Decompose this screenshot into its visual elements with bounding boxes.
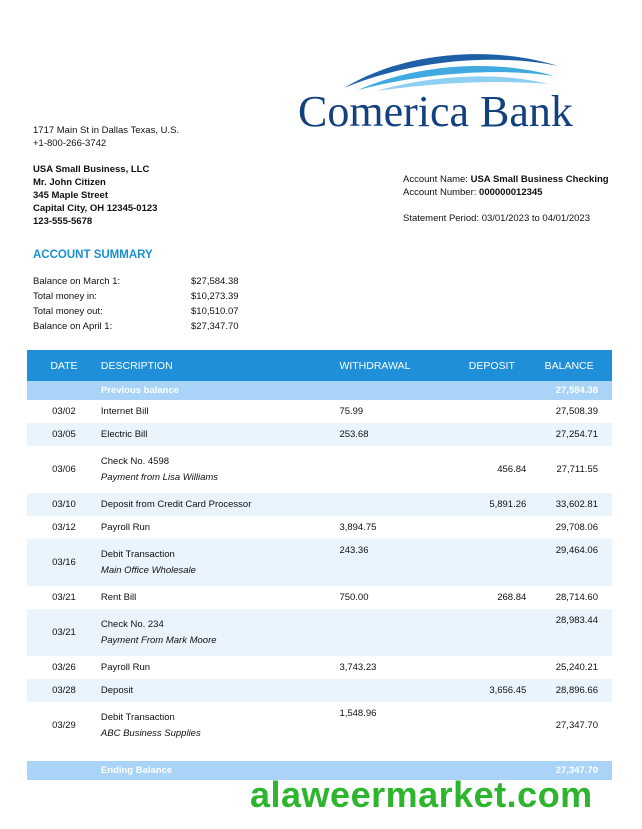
cell-description — [101, 679, 340, 702]
description-subtext: Payment From Mark Moore — [100, 635, 217, 646]
cell-date: 03/10 — [27, 493, 101, 516]
table-header — [27, 350, 612, 381]
cell-balance: 27,254.71 — [526, 423, 612, 446]
summary-label: Balance on April 1: — [33, 321, 113, 332]
cell-deposit — [457, 516, 526, 539]
summary-label: Total money in: — [33, 291, 97, 302]
summary-row — [33, 289, 239, 304]
cell-deposit: 3,656.45 — [457, 679, 526, 702]
description-text: Rent Bill — [100, 592, 137, 603]
summary-value: $10,273.39 — [191, 291, 239, 302]
cell-description — [101, 516, 340, 539]
cell-withdrawal: 3,743.23 — [339, 656, 457, 679]
cell-deposit — [457, 539, 526, 586]
customer-city: Capital City, OH 12345-0123 — [33, 203, 158, 214]
customer-street: 345 Maple Street — [33, 190, 108, 201]
cell-description — [101, 586, 340, 609]
cell-date: 03/12 — [27, 516, 101, 539]
cell-balance: 33,602.81 — [526, 493, 612, 516]
cell-description — [101, 656, 340, 679]
customer-phone: 123-555-5678 — [33, 216, 93, 227]
cell-description — [101, 446, 340, 493]
cell-description — [101, 609, 340, 656]
cell-withdrawal — [339, 493, 457, 516]
table-row — [27, 493, 612, 516]
summary-row — [33, 319, 239, 334]
description-text: Check No. 4598 — [100, 456, 170, 467]
summary-label: Total money out: — [33, 306, 103, 317]
summary-row — [33, 304, 239, 319]
cell-date: 03/28 — [27, 679, 101, 702]
cell-description — [101, 702, 340, 749]
header-balance: BALANCE — [526, 350, 612, 381]
description-subtext: Payment from Lisa Williams — [100, 472, 219, 483]
table-row — [27, 539, 612, 586]
table-row — [27, 516, 612, 539]
cell-withdrawal: 253.68 — [339, 423, 457, 446]
description-text: Debit Transaction — [100, 712, 175, 723]
cell-withdrawal: 750.00 — [339, 586, 457, 609]
bank-address — [33, 124, 179, 150]
summary-value: $27,347.70 — [191, 321, 239, 332]
cell-deposit — [457, 656, 526, 679]
cell-date: 03/29 — [27, 702, 101, 749]
description-text: Internet Bill — [100, 406, 149, 417]
description-text: Deposit from Credit Card Processor — [100, 499, 252, 510]
account-summary-title: ACCOUNT SUMMARY — [33, 249, 153, 261]
cell-date: 03/02 — [27, 400, 101, 423]
cell-balance: 28,714.60 — [526, 586, 612, 609]
description-text: Debit Transaction — [100, 549, 175, 560]
table-row — [27, 702, 612, 749]
cell-withdrawal — [339, 446, 457, 493]
bank-phone: +1-800-266-3742 — [33, 138, 107, 149]
header-deposit: DEPOSIT — [457, 350, 526, 381]
ending-balance-label: Ending Balance — [101, 761, 340, 780]
bank-street: 1717 Main St in Dallas Texas, U.S. — [33, 125, 180, 136]
description-subtext: Main Office Wholesale — [100, 565, 196, 576]
previous-balance-row — [27, 381, 612, 400]
table-row — [27, 679, 612, 702]
transactions-table — [27, 350, 612, 780]
summary-label: Balance on March 1: — [33, 276, 121, 287]
account-number: 000000012345 — [479, 187, 543, 198]
cell-date: 03/06 — [27, 446, 101, 493]
cell-balance: 29,708.06 — [526, 516, 612, 539]
cell-date: 03/21 — [27, 586, 101, 609]
cell-deposit — [457, 423, 526, 446]
table-row — [27, 400, 612, 423]
cell-balance: 27,508.39 — [526, 400, 612, 423]
summary-value: $27,584.38 — [191, 276, 239, 287]
cell-withdrawal: 3,894.75 — [339, 516, 457, 539]
header-date: DATE — [27, 350, 101, 381]
cell-balance: 28,983.44 — [526, 609, 612, 656]
logo-text: Comerica Bank — [298, 87, 573, 136]
customer-company: USA Small Business, LLC — [33, 164, 150, 175]
cell-balance: 25,240.21 — [526, 656, 612, 679]
cell-date: 03/26 — [27, 656, 101, 679]
previous-balance-value: 27,584.38 — [526, 381, 612, 400]
description-text: Payroll Run — [100, 662, 151, 673]
account-summary — [33, 274, 239, 334]
cell-description — [101, 493, 340, 516]
cell-deposit — [457, 400, 526, 423]
watermark-text: alaweermarket.com — [250, 774, 593, 815]
summary-value: $10,510.07 — [191, 306, 239, 317]
account-number-label: Account Number: — [403, 187, 477, 198]
cell-deposit: 5,891.26 — [457, 493, 526, 516]
cell-description — [101, 400, 340, 423]
cell-withdrawal: 243.36 — [339, 539, 457, 586]
ending-balance-value: 27,347.70 — [526, 761, 612, 780]
description-subtext: ABC Business Supplies — [100, 728, 201, 739]
account-name-label: Account Name: — [403, 174, 468, 185]
header-withdrawal: WITHDRAWAL — [339, 350, 457, 381]
previous-balance-label: Previous balance — [101, 381, 340, 400]
cell-withdrawal: 75.99 — [339, 400, 457, 423]
cell-description — [101, 423, 340, 446]
table-row — [27, 446, 612, 493]
table-row — [27, 586, 612, 609]
header-description: DESCRIPTION — [101, 350, 340, 381]
account-name: USA Small Business Checking — [470, 174, 609, 185]
table-row — [27, 423, 612, 446]
cell-description — [101, 539, 340, 586]
cell-date: 03/05 — [27, 423, 101, 446]
table-row — [27, 609, 612, 656]
description-text: Electric Bill — [100, 429, 148, 440]
cell-withdrawal — [339, 679, 457, 702]
customer-address — [33, 163, 157, 228]
cell-withdrawal — [339, 609, 457, 656]
cell-deposit — [457, 702, 526, 749]
cell-balance: 29,464.06 — [526, 539, 612, 586]
customer-person: Mr. John Citizen — [33, 177, 106, 188]
cell-deposit — [457, 609, 526, 656]
logo-graphic — [296, 48, 606, 136]
summary-row — [33, 274, 239, 289]
description-text: Payroll Run — [100, 522, 151, 533]
cell-deposit: 268.84 — [457, 586, 526, 609]
table-row — [27, 656, 612, 679]
cell-balance: 28,896.66 — [526, 679, 612, 702]
cell-date: 03/21 — [27, 609, 101, 656]
statement-period: 03/01/2023 to 04/01/2023 — [481, 213, 590, 224]
cell-deposit: 456.84 — [457, 446, 526, 493]
description-text: Check No. 234 — [100, 619, 164, 630]
account-info — [403, 173, 609, 225]
cell-balance: 27,347.70 — [526, 702, 612, 749]
cell-withdrawal: 1,548.96 — [339, 702, 457, 749]
cell-date: 03/16 — [27, 539, 101, 586]
cell-balance: 27,711.55 — [526, 446, 612, 493]
bank-logo — [296, 48, 606, 136]
description-text: Deposit — [100, 685, 134, 696]
period-label: Statement Period: — [403, 213, 480, 224]
